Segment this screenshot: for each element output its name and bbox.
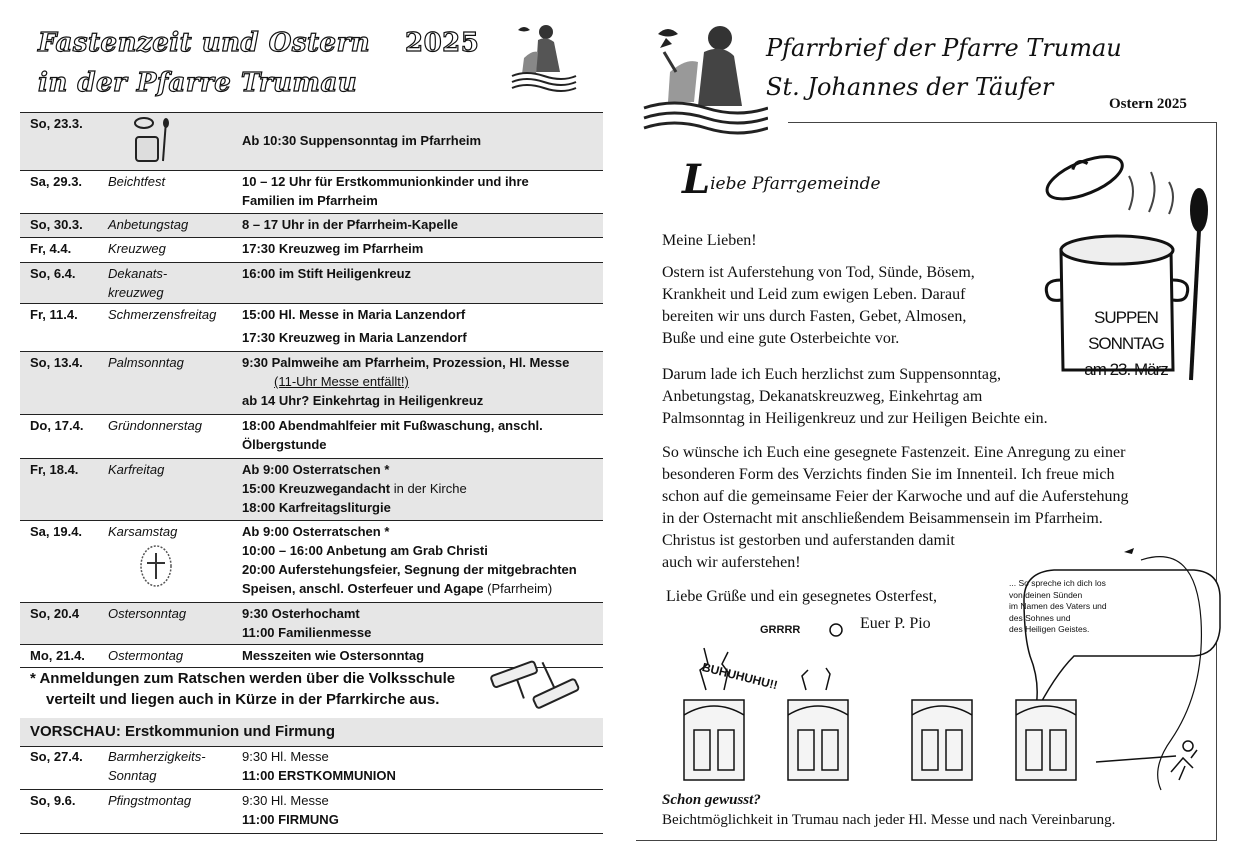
row-event: 9:30 Palmweihe am Pfarrheim, Prozession, Hl. Messe (11-Uhr Messe entfällt!) ab 14 Uhr? Einkehrtag in Heiligenkreuz	[242, 355, 570, 408]
cartoon-grrr-text: GRRRR	[760, 624, 801, 636]
schedule-row	[20, 214, 603, 238]
row-event: Ab 9:00 Osterratschen * 15:00 Kreuzwegandacht in der Kirche 18:00 Karfreitagsliturgie	[242, 462, 467, 515]
row-day: Dekanats- kreuzweg	[108, 266, 168, 300]
row-day: Ostersonntag	[108, 606, 187, 621]
schedule-row	[20, 415, 603, 459]
row-date: So, 20.4	[30, 606, 80, 621]
row-day: Anbetungstag	[108, 217, 189, 232]
schedule-table	[20, 112, 603, 668]
schedule-row	[20, 238, 603, 263]
row-day: Gründonnerstag	[108, 418, 202, 433]
row-event: 18:00 Abendmahlfeier mit Fußwaschung, anschl. Ölbergstunde	[242, 418, 543, 452]
row-day: Schmerzensfreitag	[108, 307, 217, 322]
schedule-row	[20, 304, 603, 352]
row-date: Fr, 11.4.	[30, 307, 78, 322]
row-date: Fr, 4.4.	[30, 241, 72, 256]
row-date: Sa, 19.4.	[30, 524, 83, 539]
row-day: Barmherzigkeits- Sonntag	[108, 749, 206, 783]
parish-letter-title: Pfarrbrief der Pfarre Trumau	[766, 34, 1122, 62]
greeting-heading: Liebe Pfarrgemeinde	[682, 156, 881, 203]
row-day: Kreuzweg	[108, 241, 166, 256]
easter-egg-cross-icon	[138, 543, 174, 589]
signature: Euer P. Pio	[860, 615, 931, 632]
row-event: 9:30 Hl. Messe 11:00 ERSTKOMMUNION	[242, 749, 396, 783]
absolution-speech-bubble: ... So spreche ich dich los von deinen Sünden im Namen des Vaters und des Sohnes und des Heiligen Geistes.	[1009, 578, 1107, 634]
row-event: Ab 9:00 Osterratschen * 10:00 – 16:00 Anbetung am Grab Christi 20:00 Auferstehungsfeier, Segnung der mitgebrachten Speisen, anschl. Osterfeuer und Agape (Pfarrheim)	[242, 524, 577, 596]
left-title-line2: in der Pfarre Trumau	[38, 68, 358, 98]
row-event: 16:00 im Stift Heiligenkreuz	[242, 266, 412, 281]
row-date: So, 9.6.	[30, 793, 76, 808]
paragraph-1: Ostern ist Auferstehung von Tod, Sünde, Bösem, Krankheit und Leid zum ewigen Leben. Darauf bereiten wir uns durch Fasten, Gebet, Almosen, Buße und eine gute Osterbeichte vor.	[662, 264, 975, 347]
soup-sunday-illustration	[1041, 150, 1211, 390]
preview-row	[20, 790, 603, 834]
row-date: So, 13.4.	[30, 355, 83, 370]
row-date: Sa, 29.3.	[30, 174, 83, 189]
cartoon-crying-text: BUHUHUHU!!	[700, 660, 780, 693]
baptism-illustration	[508, 18, 580, 96]
row-event: 9:30 Hl. Messe 11:00 FIRMUNG	[242, 793, 339, 827]
closing: Liebe Grüße und ein gesegnetes Osterfest,	[666, 588, 938, 605]
soup-pot-icon	[130, 115, 174, 167]
soup-sunday-label: SUPPEN SONNTAG am 23. März	[1084, 308, 1168, 379]
row-date: Do, 17.4.	[30, 418, 84, 433]
parish-letter-subtitle: St. Johannes der Täufer	[766, 73, 1054, 101]
row-event: 8 – 17 Uhr in der Pfarrheim-Kapelle	[242, 217, 459, 232]
row-event: 10 – 12 Uhr für Erstkommunionkinder und ihre Familien im Pfarrheim	[242, 174, 529, 208]
row-day: Karfreitag	[108, 462, 165, 477]
confession-cartoon	[676, 540, 1231, 800]
left-title-year: 2025	[405, 28, 480, 58]
did-you-know-text: Beichtmöglichkeit in Trumau nach jeder Hl. Messe und nach Vereinbarung.	[662, 812, 1116, 828]
schedule-row	[20, 459, 603, 521]
paragraph-3: So wünsche ich Euch eine gesegnete Fastenzeit. Eine Anregung zu einer besonderen Form des Verzichts finden Sie im Innenteil. Ich freue mich schon auf die gemeinsame Feier der Karwoche und auf die Auferstehung in der Osternacht mit anschließendem Beisammensein im Pfarrheim. Christus ist gestorben und auferstanden damit auch wir auferstehen!	[662, 444, 1129, 571]
schedule-row	[20, 171, 603, 214]
row-date: Fr, 18.4.	[30, 462, 79, 477]
row-day: Pfingstmontag	[108, 793, 192, 808]
ratschen-note: * Anmeldungen zum Ratschen werden über die Volksschule verteilt und liegen auch in Kürze in der Pfarrkirche aus.	[20, 666, 603, 719]
row-date: So, 27.4.	[30, 749, 83, 764]
edition-label: Ostern 2025	[1109, 96, 1187, 112]
left-title-line1: Fastenzeit und Ostern	[38, 28, 371, 58]
row-day: Karsamstag	[108, 524, 178, 539]
paragraph-2: Darum lade ich Euch herzlichst zum Suppensonntag, Anbetungstag, Dekanatskreuzweg, Einkehrtag am Palmsonntag in Heiligenkreuz und zur Heiligen Beichte ein.	[662, 366, 1048, 427]
schedule-row	[20, 352, 603, 415]
schedule-row	[20, 113, 603, 171]
row-day: Ostermontag	[108, 648, 184, 663]
preview-table	[20, 746, 603, 834]
row-date: So, 30.3.	[30, 217, 83, 232]
row-date: So, 23.3.	[30, 116, 83, 131]
row-event: 9:30 Osterhochamt 11:00 Familienmesse	[242, 606, 372, 640]
schedule-row	[20, 263, 603, 304]
row-day: Beichtfest	[108, 174, 166, 189]
baptism-illustration	[642, 12, 768, 138]
row-day: Palmsonntag	[108, 355, 184, 370]
row-event: Messzeiten wie Ostersonntag	[242, 648, 425, 663]
ratschen-icon	[485, 654, 585, 714]
preview-header: VORSCHAU: Erstkommunion und Firmung	[20, 718, 603, 747]
right-page	[636, 0, 1233, 843]
did-you-know-heading: Schon gewusst?	[662, 792, 761, 808]
row-event: Ab 10:30 Suppensonntag im Pfarrheim	[242, 133, 482, 148]
salutation: Meine Lieben!	[662, 232, 757, 249]
left-page	[20, 0, 603, 843]
schedule-row	[20, 521, 603, 603]
row-event: 17:30 Kreuzweg im Pfarrheim	[242, 241, 424, 256]
preview-row	[20, 746, 603, 790]
schedule-row	[20, 603, 603, 645]
row-event: 15:00 Hl. Messe in Maria Lanzendorf 17:30 Kreuzweg in Maria Lanzendorf	[242, 307, 467, 345]
row-date: Mo, 21.4.	[30, 648, 85, 663]
row-date: So, 6.4.	[30, 266, 76, 281]
